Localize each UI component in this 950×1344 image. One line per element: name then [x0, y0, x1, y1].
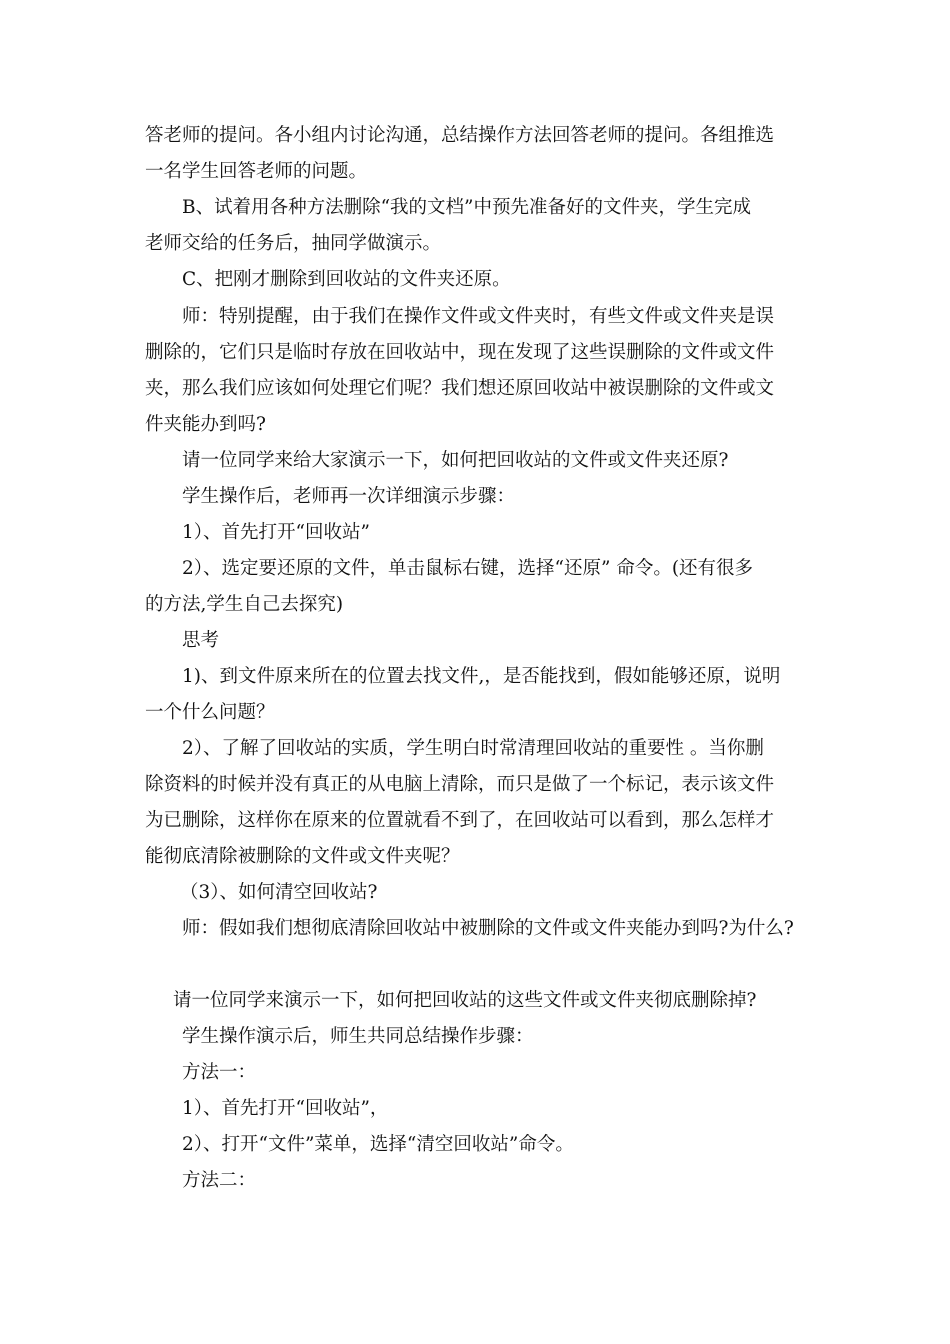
text-line: 删除的，它们只是临时存放在回收站中，现在发现了这些误删除的文件或文件 [145, 342, 775, 363]
text-line: 思考 [182, 630, 220, 651]
text-line: 2）、选定要还原的文件，单击鼠标右键，选择“还原” 命令。(还有很多 [182, 558, 754, 579]
text-line: 答老师的提问。各小组内讨论沟通，总结操作方法回答老师的提问。各组推选 [145, 125, 775, 146]
text-line: 师：特别提醒，由于我们在操作文件或文件夹时，有些文件或文件夹是误 [182, 306, 775, 327]
text-line: 师：假如我们想彻底清除回收站中被删除的文件或文件夹能办到吗?为什么? [182, 918, 794, 939]
text-line: 学生操作后，老师再一次详细演示步骤： [182, 486, 516, 507]
text-line: C、把刚才删除到回收站的文件夹还原。 [182, 269, 511, 290]
text-line: 2）、了解了回收站的实质，学生明白时常清理回收站的重要性 。当你删 [182, 738, 764, 759]
text-line: 除资料的时候并没有真正的从电脑上清除，而只是做了一个标记，表示该文件 [145, 774, 775, 795]
text-line: 学生操作演示后，师生共同总结操作步骤： [182, 1026, 534, 1047]
text-line: 1)、到文件原来所在的位置去找文件,，是否能找到，假如能够还原，说明 [182, 666, 781, 687]
text-line: 方法二： [182, 1170, 257, 1191]
text-line: 方法一： [182, 1062, 257, 1083]
text-line: （3）、如何清空回收站? [180, 882, 378, 903]
text-line: 一名学生回答老师的问题。 [145, 161, 368, 182]
text-line: 请一位同学来演示一下，如何把回收站的这些文件或文件夹彻底删除掉? [173, 990, 757, 1011]
text-line: 为已删除，这样你在原来的位置就看不到了，在回收站可以看到，那么怎样才 [145, 810, 775, 831]
text-line: 件夹能办到吗? [145, 414, 266, 435]
text-line: 1）、首先打开“回收站”， [182, 1098, 389, 1119]
text-line: 能彻底清除被删除的文件或文件夹呢？ [145, 846, 460, 867]
text-line: 一个什么问题？ [145, 702, 275, 723]
text-line: B、试着用各种方法删除“我的文档”中预先准备好的文件夹，学生完成 [182, 197, 752, 218]
text-line: 2）、打开“文件”菜单，选择“清空回收站”命令。 [182, 1134, 574, 1155]
text-line: 的方法,学生自己去探究) [145, 594, 344, 615]
text-line: 1）、首先打开“回收站” [182, 522, 370, 543]
text-line: 请一位同学来给大家演示一下，如何把回收站的文件或文件夹还原? [182, 450, 729, 471]
text-line: 老师交给的任务后，抽同学做演示。 [145, 233, 442, 254]
text-line: 夹，那么我们应该如何处理它们呢？我们想还原回收站中被误删除的文件或文 [145, 378, 775, 399]
